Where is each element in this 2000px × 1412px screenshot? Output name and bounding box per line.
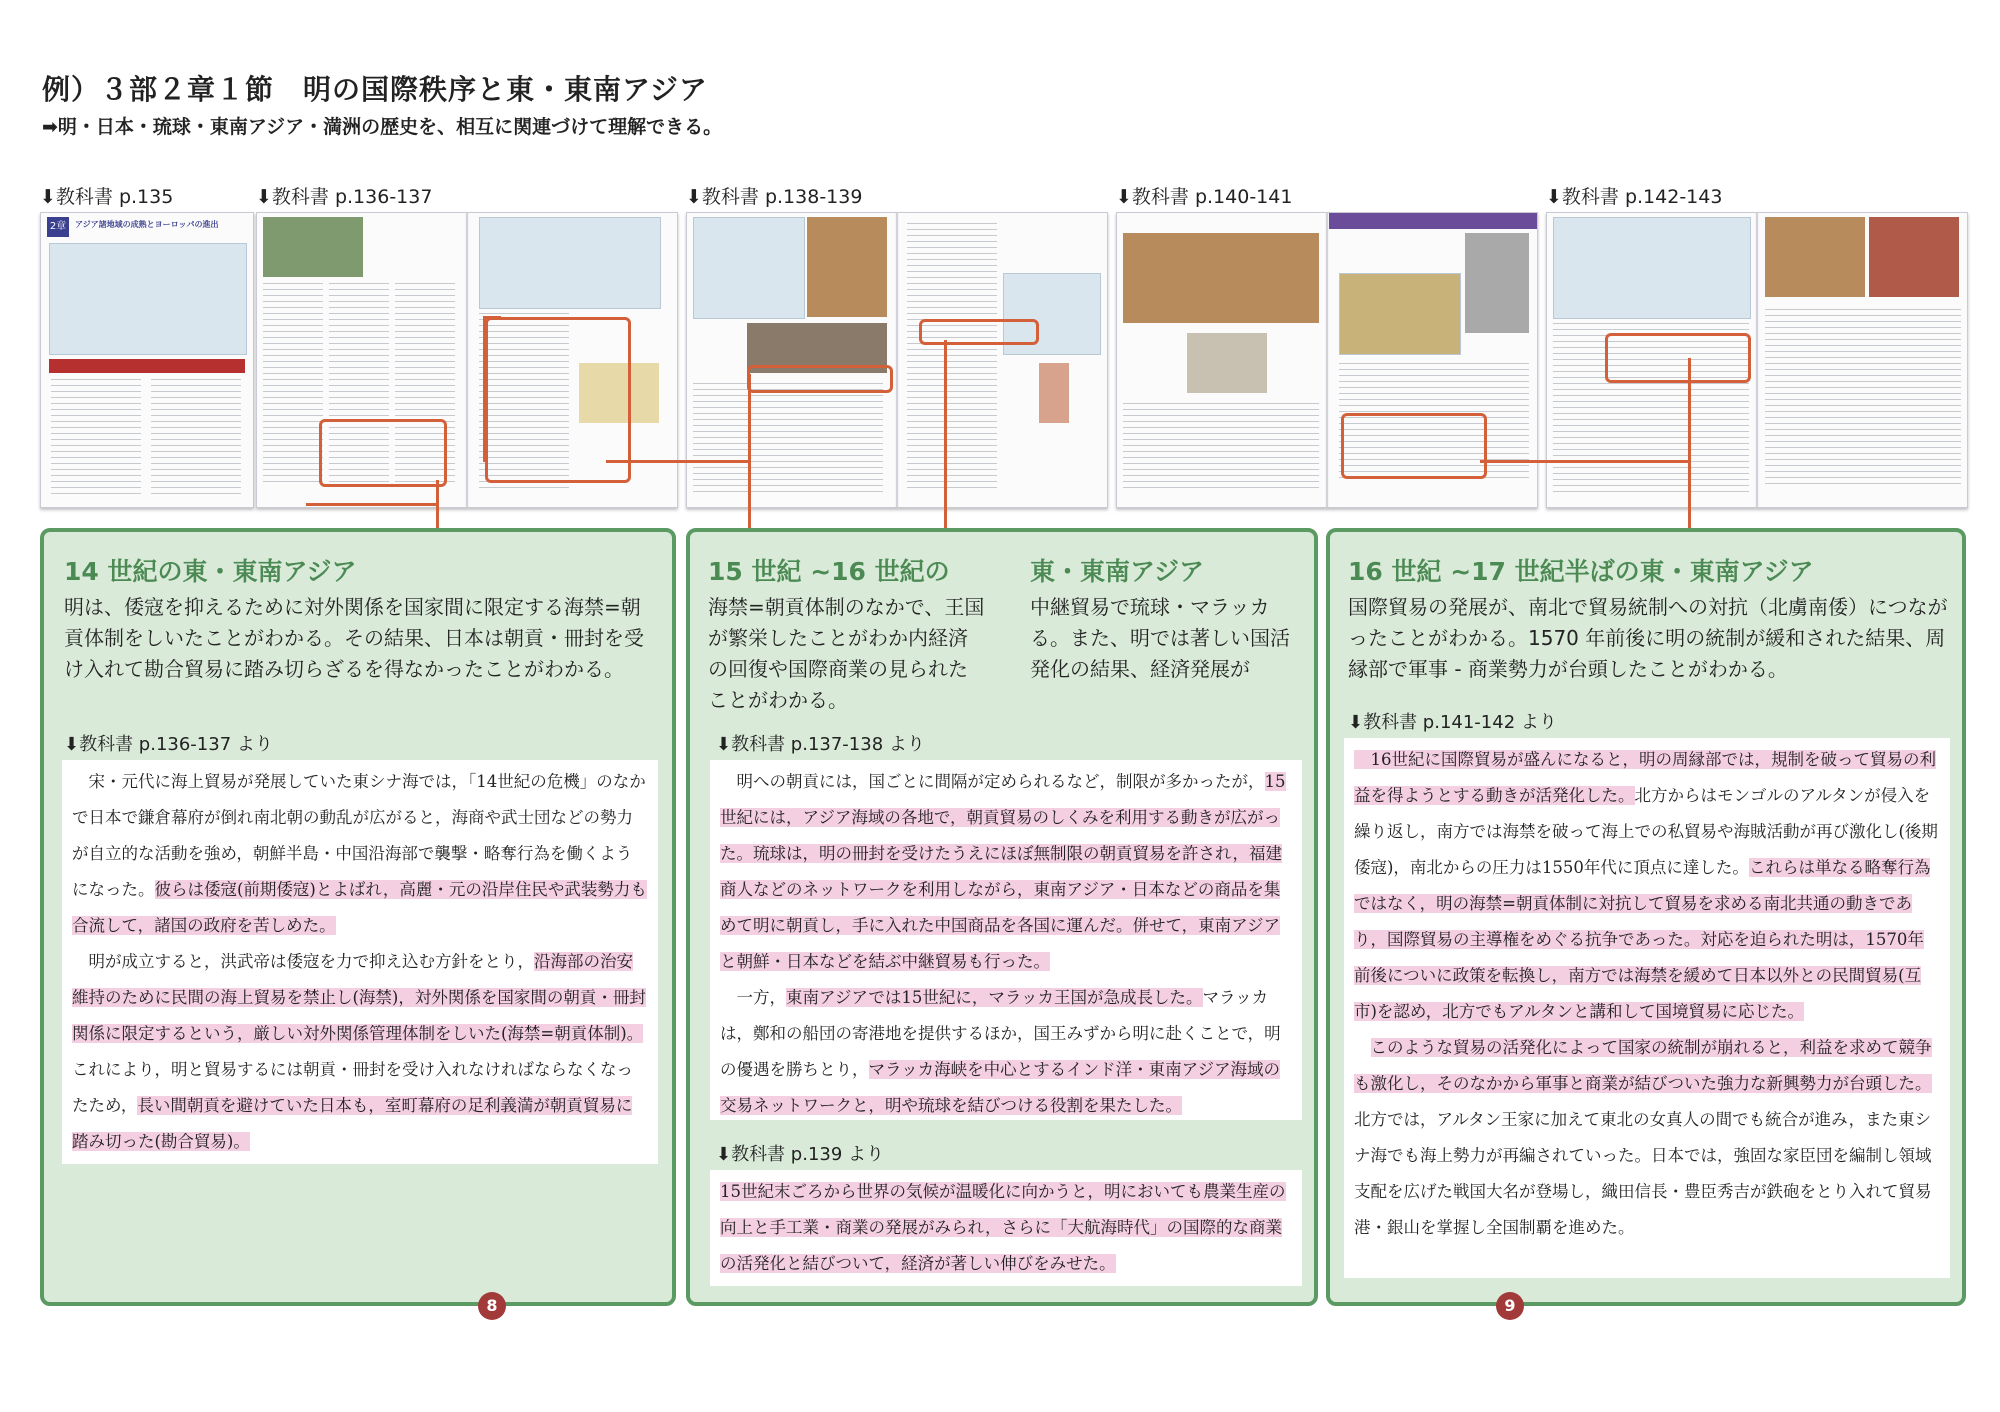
- ref-label-p136-137: ⬇教科書 p.136-137: [256, 186, 433, 208]
- panel-description: 国際貿易の発展が、南北で貿易統制への対抗（北虜南倭）につながったことがわかる。1570 年前後に明の統制が緩和された結果、周縁部で軍事 - 商業勢力が台頭したことがわかる。: [1348, 595, 1948, 681]
- page-number-marker: 8: [478, 1292, 506, 1320]
- panel-description-right: 中継貿易で琉球・マラッカる。また、明では著しい国活発化の結果、経済発展が: [1030, 595, 1290, 681]
- textbook-excerpt: 宋・元代に海上貿易が発展していた東シナ海では，「14世紀の危機」のなかで日本で鎌倉幕府が倒れ南北朝の動乱が広がると，海商や武士団などの勢力が自立的な活動を強め，朝鮮半島・中国沿海部で襲撃・略奪行為を働くようになった。彼らは倭寇(前期倭寇)とよばれ，高麗・元の沿岸住民や武装勢力も合流して，諸国の政府を苦しめた。 明が成立すると，洪武帝は倭寇を力で抑え込む方針をとり，沿海部の治安維持のために民間の海上貿易を禁止し(海禁)，対外関係を国家間の朝貢・冊封関係に限定するという，厳しい対外関係管理体制をしいた(海禁=朝貢体制)。これにより，明と貿易するには朝貢・冊封を受け入れなければならなくなったため，長い間朝貢を避けていた日本も，室町幕府の足利義満が朝貢貿易に踏み切った(勘合貿易)。: [62, 760, 658, 1164]
- page-subtitle: ➡明・日本・琉球・東南アジア・満洲の歴史を、相互に関連づけて理解できる。: [42, 116, 723, 138]
- panel-15th-16th-century: [686, 528, 1318, 1306]
- ref-label-p142-143: ⬇教科書 p.142-143: [1546, 186, 1723, 208]
- highlight-box: [1605, 333, 1751, 383]
- excerpt-source-2: ⬇教科書 p.139 より: [716, 1144, 885, 1165]
- panel-heading-left: 15 世紀 ~16 世紀の: [708, 557, 950, 586]
- thumbnail-page-135: [40, 212, 254, 508]
- textbook-excerpt: 16世紀に国際貿易が盛んになると，明の周縁部では，規制を破って貿易の利益を得ようとする動きが活発化した。北方からはモンゴルのアルタンが侵入を繰り返し，南方では海禁を破って海上での私貿易や海賊活動が再び激化し(後期倭寇)，南北からの圧力は1550年代に頂点に達した。これらは単なる略奪行為ではなく，明の海禁=朝貢体制に対抗して貿易を求める南北共通の動きであり，国際貿易の主導権をめぐる抗争であった。対応を迫られた明は，1570年前後についに政策を転換し，南方では海禁を緩めて日本以外との民間貿易(互市)を認め，北方でもアルタンと講和して国境貿易に応じた。 このような貿易の活発化によって国家の統制が崩れると，利益を求めて競争も激化し，そのなかから軍事と商業が結びついた強力な新興勢力が台頭した。北方では，アルタン王家に加えて東北の女真人の間でも統合が進み，また東シナ海でも海上勢力が再編されていった。日本では，強固な家臣団を編制し領域支配を広げた戦国大名が登場し，織田信長・豊臣秀吉が鉄砲をとり入れて貿易港・銀山を掌握し全国制覇を進めた。: [1344, 738, 1950, 1278]
- ref-label-p135: ⬇教科書 p.135: [40, 186, 174, 208]
- excerpt-source: ⬇教科書 p.136-137 より: [64, 734, 273, 755]
- chapter-tag: 2章: [47, 217, 69, 237]
- panel-14th-century: [40, 528, 676, 1306]
- page-title: 例）３部２章１節 明の国際秩序と東・東南アジア: [42, 73, 708, 106]
- textbook-excerpt-2: 15世紀末ごろから世界の気候が温暖化に向かうと，明においても農業生産の向上と手工業・商業の発展がみられ，さらに「大航海時代」の国際的な商業の活発化と結びついて，経済が著しい伸びをみせた。: [710, 1170, 1302, 1286]
- textbook-excerpt-1: 明への朝貢には，国ごとに間隔が定められるなど，制限が多かったが，15世紀には，アジア海域の各地で，朝貢貿易のしくみを利用する動きが広がった。琉球は，明の冊封を受けたうえにほぼ無制限の朝貢貿易を許され，福建商人などのネットワークを利用しながら，東南アジア・日本などの商品を集めて明に朝貢し，手に入れた中国商品を各国に運んだ。併せて，東南アジアと朝鮮・日本などを結ぶ中継貿易も行った。 一方，東南アジアでは15世紀に，マラッカ王国が急成長した。マラッカは，鄭和の船団の寄港地を提供するほか，国王みずから明に赴くことで，明の優遇を勝ちとり，マラッカ海峡を中心とするインド洋・東南アジア海域の交易ネットワークと，明や琉球を結びつける役割を果たした。: [710, 760, 1302, 1120]
- ref-label-p140-141: ⬇教科書 p.140-141: [1116, 186, 1293, 208]
- panel-heading-right: 東・東南アジア: [1030, 557, 1205, 586]
- ref-label-p138-139: ⬇教科書 p.138-139: [686, 186, 863, 208]
- highlight-box: [919, 319, 1039, 345]
- thumbnail-pages-142-143: [1546, 212, 1968, 508]
- panel-description-left: 海禁=朝貢体制のなかで、王国が繁栄したことがわか内経済の回復や国際商業の見られたことがわかる。: [708, 595, 985, 712]
- thumbnail-pages-136-137: [256, 212, 678, 508]
- highlight-box: [747, 365, 893, 393]
- thumbnail-pages-140-141: [1116, 212, 1538, 508]
- panel-16th-17th-century: [1326, 528, 1966, 1306]
- panel-heading: 14 世紀の東・東南アジア: [64, 557, 357, 586]
- highlight-box: [485, 317, 631, 483]
- highlight-box: [319, 419, 447, 487]
- panel-heading: 16 世紀 ~17 世紀半ばの東・東南アジア: [1348, 557, 1814, 586]
- panel-description: 明は、倭寇を抑えるために対外関係を国家間に限定する海禁=朝貢体制をしいたことがわかる。その結果、日本は朝貢・冊封を受け入れて勘合貿易に踏み切らざるを得なかったことがわかる。: [64, 595, 644, 681]
- chapter-title: アジア諸地域の成熟とヨーロッパの進出: [75, 220, 219, 229]
- excerpt-source: ⬇教科書 p.141-142 より: [1348, 712, 1557, 733]
- page-number-marker: 9: [1496, 1292, 1524, 1320]
- excerpt-source-1: ⬇教科書 p.137-138 より: [716, 734, 925, 755]
- highlight-box: [1341, 413, 1487, 479]
